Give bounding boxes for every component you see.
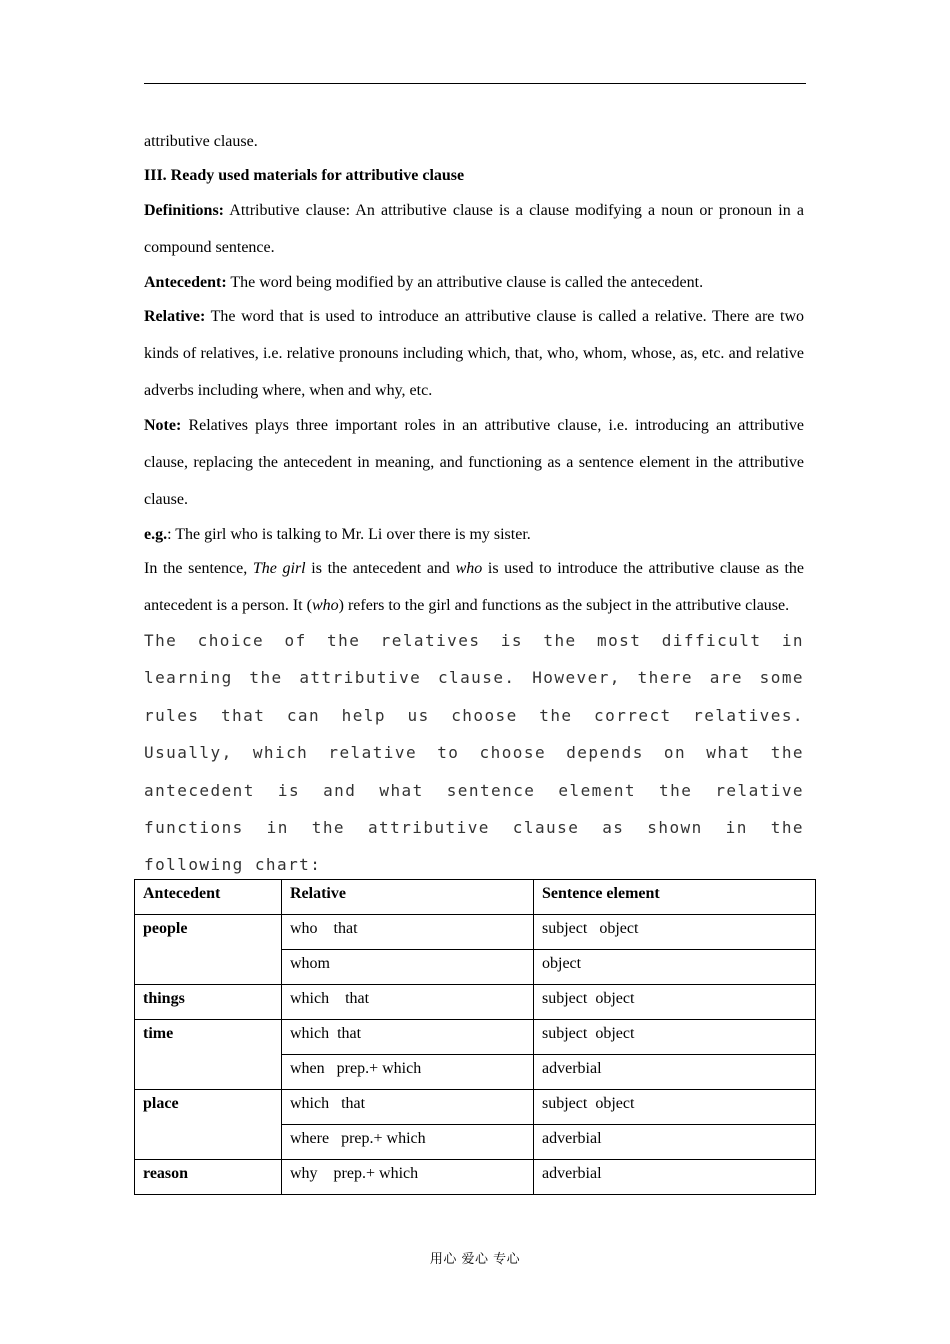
relative-cell: when prep.+ which	[282, 1055, 534, 1090]
table-row	[135, 1160, 816, 1195]
continued-paragraph: attributive clause.	[144, 133, 258, 150]
note-label: Note:	[144, 417, 182, 434]
example-label: e.g.	[144, 526, 168, 543]
document-body	[144, 125, 804, 884]
choice-paragraph: The choice of the relatives is the most difficult in learning the attributive clause. However, there are some rules that can help us choose the correct relatives. Usually, which relative to choose depends on what the antecedent is and what sentence element the relative functions in the attributive clause as shown in the following chart:	[144, 631, 804, 875]
note-text: Relatives plays three important roles in an attributive clause, i.e. introducing an attributive clause, replacing the antecedent in meaning, and functioning as a sentence element in the attributive clause.	[144, 417, 804, 508]
element-cell: adverbial	[534, 1055, 816, 1090]
header-sentence-element: Sentence element	[534, 880, 816, 915]
explanation-part-3: is used to introduce the attributive clause as the antecedent is a person. It (	[144, 560, 805, 614]
section-heading-text: III. Ready used materials for attributive clause	[144, 167, 465, 184]
definitions-text: Attributive clause: An attributive clause is a clause modifying a noun or pronoun in a compound sentence.	[144, 202, 804, 256]
section-heading	[144, 159, 804, 193]
antecedent-label: Antecedent:	[144, 274, 227, 291]
header-antecedent: Antecedent	[135, 880, 282, 915]
antecedent-cell: reason	[135, 1160, 282, 1195]
element-cell: subject object	[534, 985, 816, 1020]
relative-cell: which that	[282, 1020, 534, 1055]
relative-cell: which that	[282, 1090, 534, 1125]
definitions-label: Definitions:	[144, 202, 224, 219]
relative-cell: who that	[282, 915, 534, 950]
element-cell: adverbial	[534, 1125, 816, 1160]
note-paragraph	[144, 407, 804, 518]
explanation-part-4: ) refers to the girl and functions as the subject in the attributive clause.	[338, 597, 790, 614]
element-cell: subject object	[534, 915, 816, 950]
table-header-row	[135, 880, 816, 915]
relative-paragraph	[144, 298, 804, 409]
element-cell: adverbial	[534, 1160, 816, 1195]
relative-label: Relative:	[144, 308, 206, 325]
definitions-paragraph	[144, 192, 804, 266]
explanation-part-2: is the antecedent and	[305, 560, 456, 577]
antecedent-cell: place	[135, 1090, 282, 1160]
header-rule	[144, 83, 806, 84]
antecedent-cell: time	[135, 1020, 282, 1090]
antecedent-paragraph	[144, 266, 804, 300]
example-paragraph	[144, 518, 804, 552]
relative-cell: whom	[282, 950, 534, 985]
explanation-italic-3: who	[311, 597, 339, 614]
relative-text: The word that is used to introduce an attributive clause is called a relative. There are two kinds of relatives, i.e. relative pronouns including which, that, who, whom, whose, as, etc. and relative adverbs including where, when and why, etc.	[144, 308, 804, 399]
table-row	[135, 1020, 816, 1055]
table-row	[135, 985, 816, 1020]
explanation-italic-1: The girl	[252, 560, 306, 577]
relative-cell: which that	[282, 985, 534, 1020]
relatives-chart	[134, 879, 816, 1195]
header-relative: Relative	[282, 880, 534, 915]
explanation-italic-2: who	[455, 560, 483, 577]
relative-cell: where prep.+ which	[282, 1125, 534, 1160]
antecedent-cell: things	[135, 985, 282, 1020]
relative-cell: why prep.+ which	[282, 1160, 534, 1195]
table-row	[135, 1090, 816, 1125]
table-row	[135, 915, 816, 950]
element-cell: subject object	[534, 1020, 816, 1055]
example-text: : The girl who is talking to Mr. Li over there is my sister.	[167, 526, 531, 543]
element-cell: object	[534, 950, 816, 985]
antecedent-cell: people	[135, 915, 282, 985]
page-footer: 用心 爱心 专心	[429, 1252, 521, 1267]
explanation-part-1: In the sentence,	[144, 560, 253, 577]
element-cell: subject object	[534, 1090, 816, 1125]
antecedent-text: The word being modified by an attributive clause is called the antecedent.	[226, 274, 704, 291]
explanation-paragraph	[144, 550, 804, 624]
